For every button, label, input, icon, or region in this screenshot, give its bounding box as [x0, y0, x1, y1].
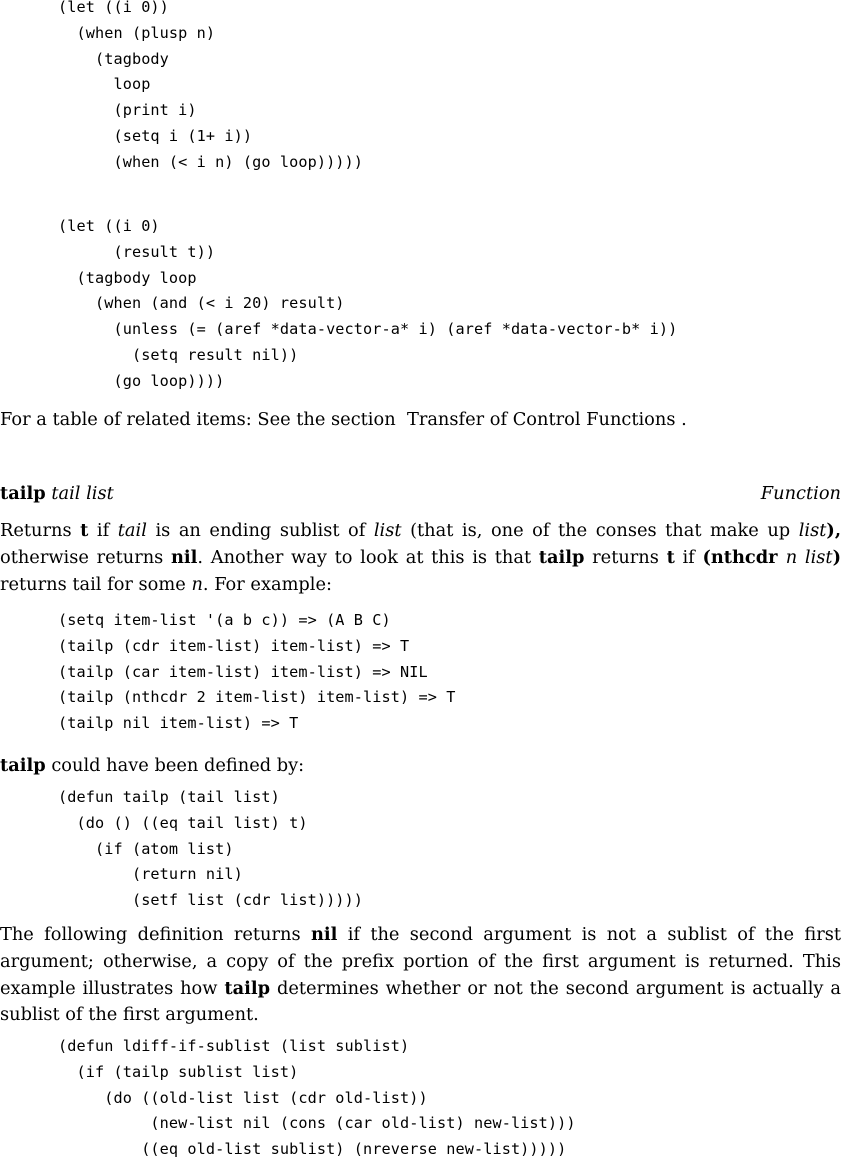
related-items-suffix: .	[681, 409, 687, 430]
code-example-tagbody-loop: (let ((i 0)) (when (plusp n) (tagbody loop (print i) (setq i (1+ i)) (when (< i n) (go loop)))))	[58, 0, 364, 171]
entry-name: tailp	[0, 483, 46, 504]
code-example-data-vector-compare: (let ((i 0) (result t)) (tagbody loop (when (and (< i 20) result) (unless (= (aref *data-vector-a* i) (aref *data-vector-b* i)) (setq result nil)) (go loop))))	[58, 217, 678, 390]
definition-intro-paragraph: tailp could have been defined by:	[0, 755, 305, 776]
code-example-tailp-usage: (setq item-list '(a b c)) => (A B C) (tailp (cdr item-list) item-list) => T (tailp (car item-list) item-list) => NIL (tailp (nthcdr 2 item-list) item-list) => T (tailp nil item-list) => T	[58, 611, 456, 733]
ldiff-description-paragraph: The following definition returns nil if the second argument is not a sublist of the first argument; otherwise, a copy of the prefix portion of the first argument is returned. This example illustrates how tailp determines whether or not the second argument is actually a sublist of the first argument.	[0, 924, 841, 1026]
related-section-link[interactable]: Transfer of Control Functions	[406, 409, 676, 430]
description-paragraph: Returns t if tail is an ending sublist of list (that is, one of the conses that make up list), otherwise returns nil. Another way to look at this is that tailp returns t if (nthcdr n list) returns tail for some n. For example:	[0, 520, 841, 595]
related-items-prefix: For a table of related items: See the section	[0, 409, 396, 430]
entry-args: tail list	[51, 483, 114, 504]
entry-header	[0, 481, 841, 507]
code-example-tailp-definition: (defun tailp (tail list) (do () ((eq tail list) t) (if (atom list) (return nil) (setf list (cdr list)))))	[58, 788, 364, 910]
related-items-paragraph	[0, 407, 841, 434]
entry-kind: Function	[760, 483, 841, 504]
code-example-ldiff-if-sublist: (defun ldiff-if-sublist (list sublist) (if (tailp sublist list) (do ((old-list list (cdr old-list)) (new-list nil (cons (car old-list) new-list))) ((eq old-list sublist) (nreverse new-list)))))	[58, 1037, 576, 1159]
